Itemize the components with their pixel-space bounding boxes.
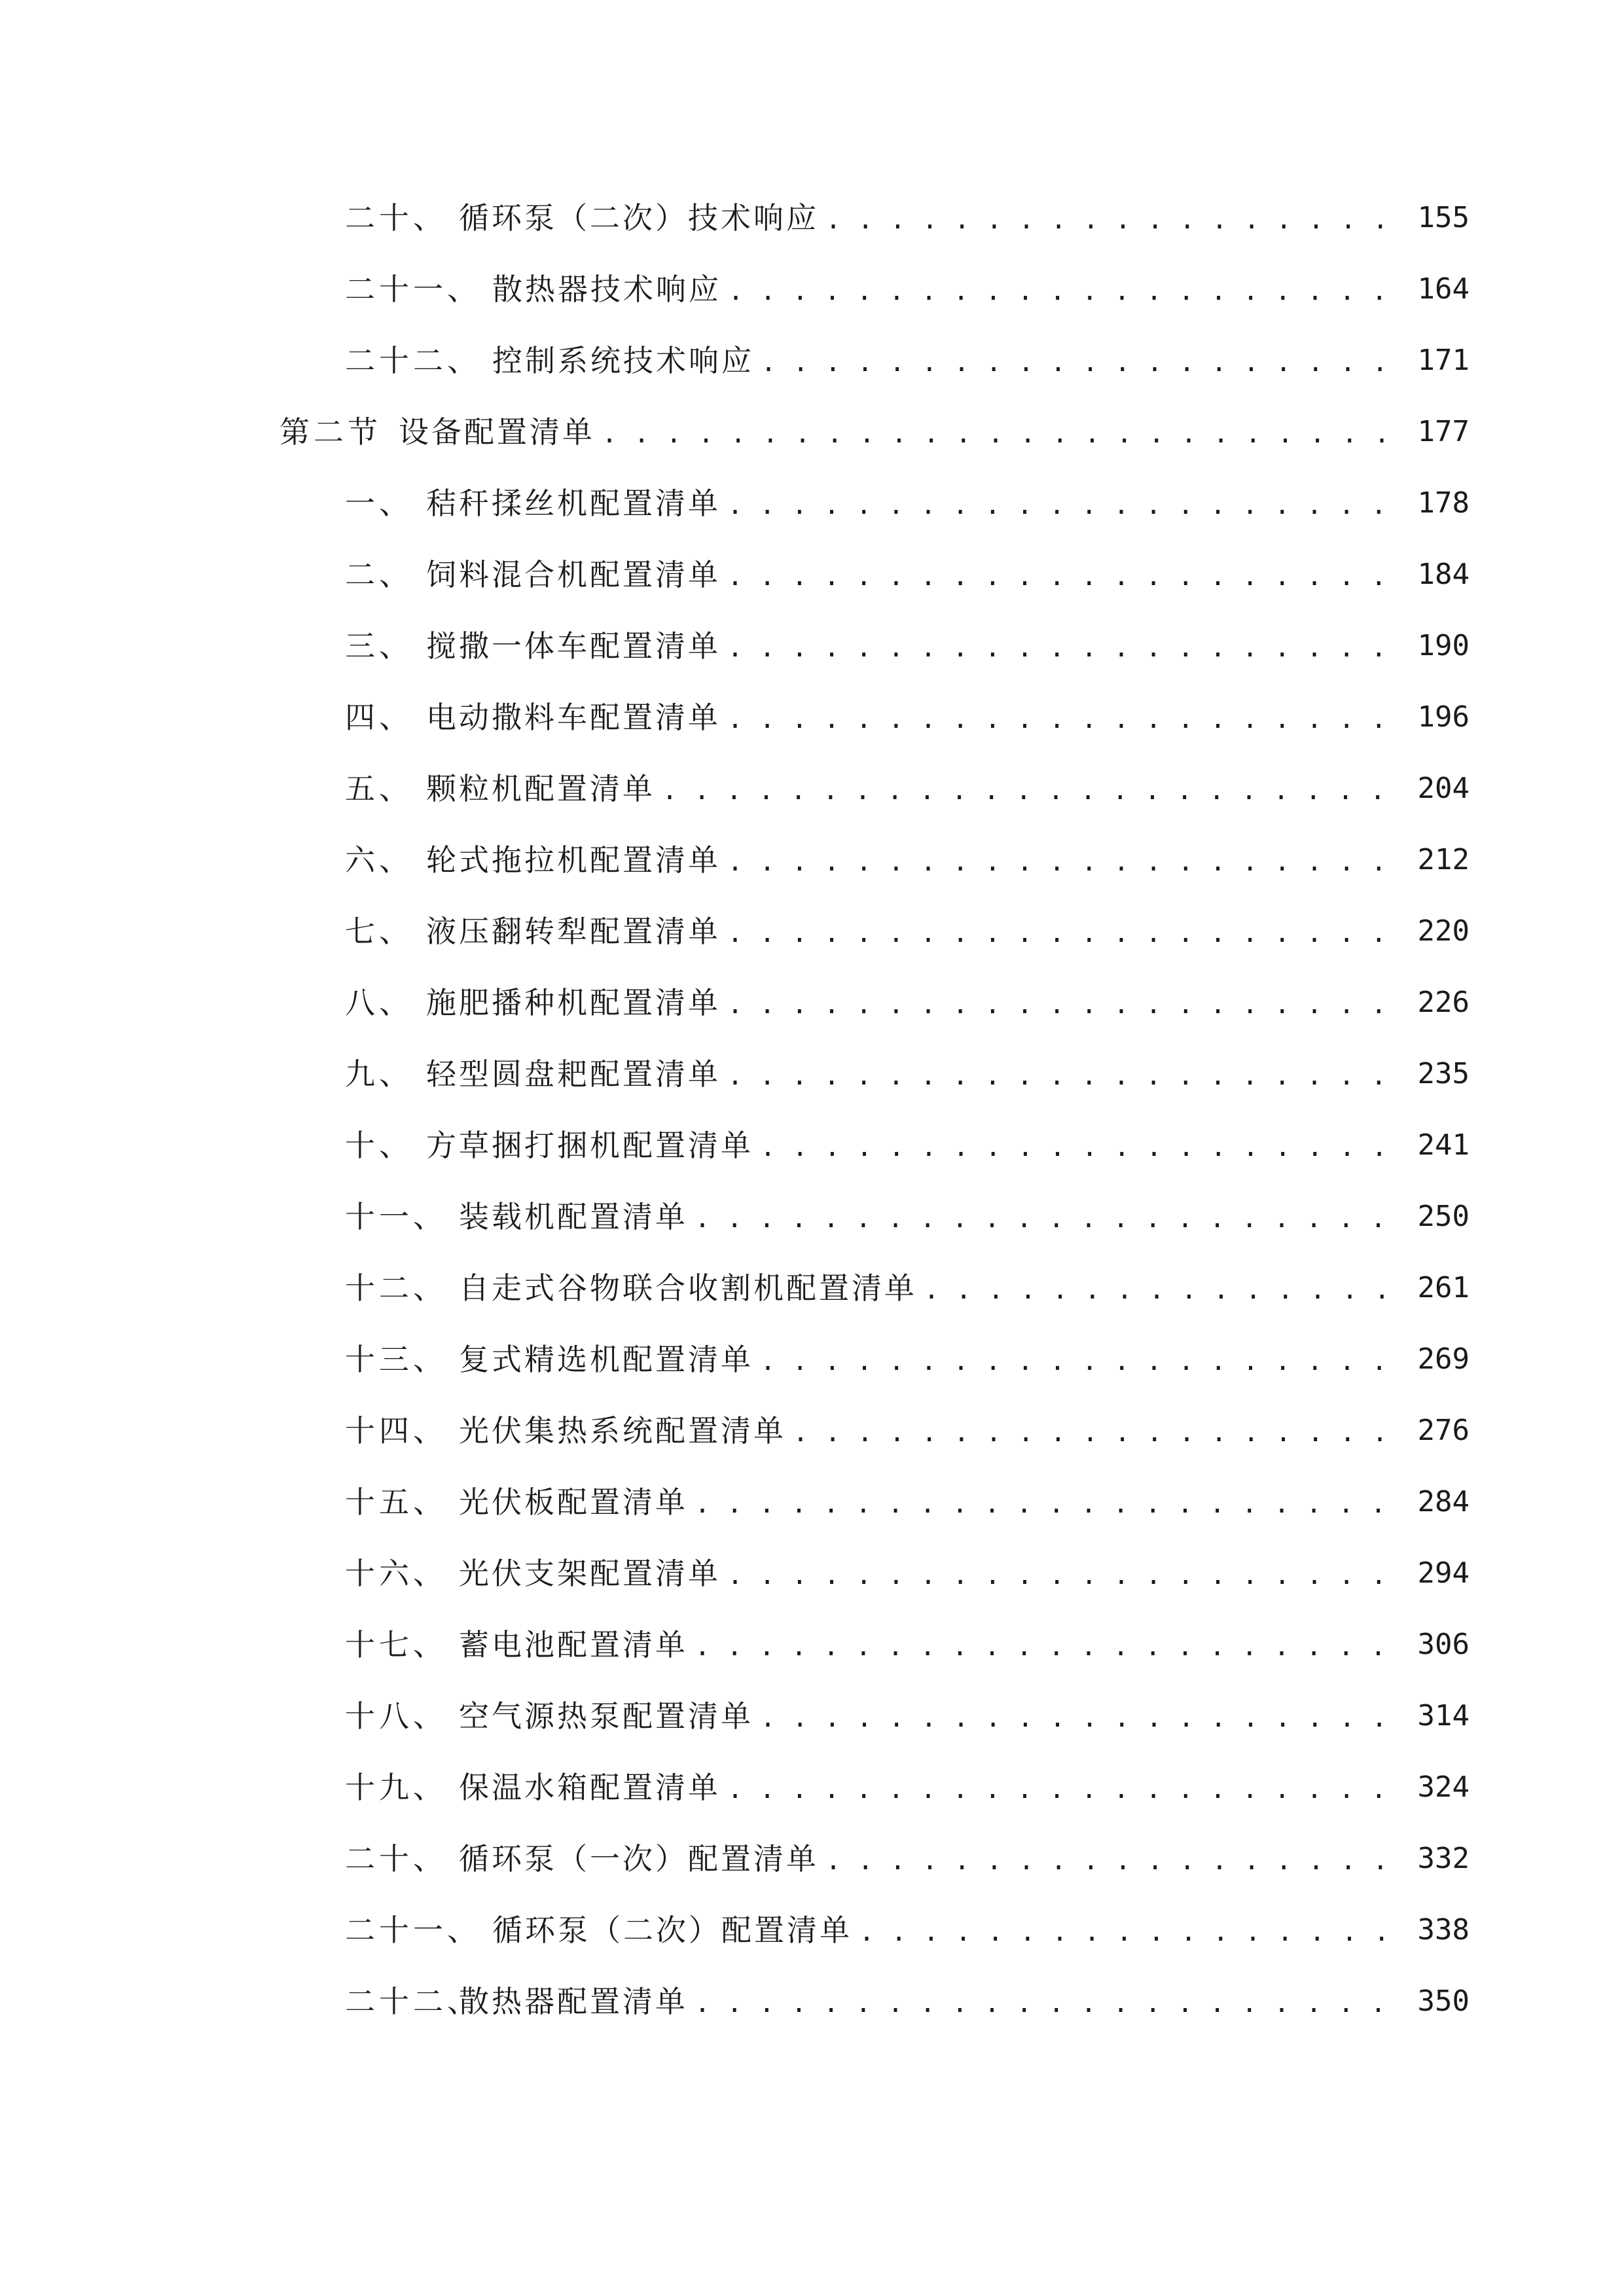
toc-entry-page: 155 [1417,201,1470,234]
dot-leader [695,1194,1405,1240]
toc-entry-title: 搅撒一体车配置清单 [426,628,721,664]
toc-entry-number: 六、 [345,842,413,878]
toc-entry[interactable] [345,1122,1470,1168]
toc-entry-page: 269 [1417,1342,1470,1376]
toc-entry-title: 循环泵（一次）配置清单 [459,1841,819,1876]
toc-entry-number: 五、 [345,771,413,806]
toc-section-title: 设备配置清单 [399,414,595,450]
toc-entry-title: 复式精选机配置清单 [459,1342,753,1377]
toc-entry[interactable] [345,1907,1470,1953]
toc-entry-page: 178 [1417,486,1470,520]
toc-entry-title: 轻型圆盘耙配置清单 [426,1056,721,1092]
toc-entry-page: 196 [1417,700,1470,734]
toc-entry[interactable] [345,195,1470,241]
toc-entry-page: 204 [1417,772,1470,805]
toc-entry-title: 光伏支架配置清单 [459,1556,721,1591]
toc-entry-page: 338 [1417,1913,1470,1946]
toc-entry[interactable] [345,1479,1470,1525]
toc-section-entry[interactable] [280,409,1470,455]
toc-entry[interactable] [345,266,1470,312]
toc-entry-number: 二十一、 [345,1912,481,1948]
dot-leader [695,1479,1405,1525]
toc-entry-title: 循环泵（二次）技术响应 [459,200,819,236]
toc-entry-number: 二十、 [345,200,447,236]
toc-entry-number: 二、 [345,557,413,592]
toc-entry-title: 循环泵（二次）配置清单 [492,1912,852,1948]
toc-entry-title: 保温水箱配置清单 [459,1770,721,1805]
toc-entry[interactable] [345,1265,1470,1311]
toc-entry-number: 十六、 [345,1556,447,1591]
toc-entry-number: 十四、 [345,1413,447,1448]
toc-entry-title: 空气源热泵配置清单 [459,1698,753,1734]
toc-entry-page: 184 [1417,558,1470,591]
toc-entry[interactable] [345,766,1470,812]
toc-entry-title: 电动撒料车配置清单 [426,700,721,735]
toc-entry-number: 一、 [345,486,413,521]
dot-leader [727,694,1405,740]
toc-entry[interactable] [345,908,1470,954]
dot-leader [924,1265,1405,1311]
dot-leader [859,1907,1405,1953]
toc-entry-page: 294 [1417,1556,1470,1590]
toc-entry[interactable] [345,1194,1470,1240]
toc-entry-number: 二十、 [345,1841,447,1876]
toc-entry-page: 212 [1417,843,1470,876]
toc-entry-number: 十九、 [345,1770,447,1805]
toc-entry[interactable] [345,338,1470,384]
toc-entry-number: 十、 [345,1128,413,1163]
toc-entry-title: 散热器技术响应 [492,272,721,307]
toc-entry[interactable] [345,1336,1470,1382]
toc-entry-title: 控制系统技术响应 [492,343,754,378]
dot-leader [760,1336,1405,1382]
toc-entry[interactable] [345,552,1470,598]
toc-entry[interactable] [345,480,1470,526]
toc-section-page: 177 [1417,415,1470,448]
toc-entry[interactable] [345,1765,1470,1810]
toc-entry[interactable] [345,980,1470,1026]
toc-entry-page: 190 [1417,629,1470,662]
toc-entry-page: 284 [1417,1485,1470,1518]
toc-entry-page: 250 [1417,1200,1470,1233]
dot-leader [727,1051,1405,1097]
toc-entry-number: 十三、 [345,1342,447,1377]
toc-entry[interactable] [345,694,1470,740]
toc-entry-title: 液压翻转犁配置清单 [426,914,721,949]
toc-section-number: 第二节 [280,414,382,450]
toc-entry[interactable] [345,1836,1470,1882]
toc-entry-page: 276 [1417,1414,1470,1447]
dot-leader [727,1765,1405,1810]
toc-entry-number: 十二、 [345,1270,447,1306]
toc-entry[interactable] [345,1051,1470,1097]
dot-leader [727,980,1405,1026]
toc-entry-number: 十七、 [345,1627,447,1662]
toc-entry-title: 秸秆揉丝机配置清单 [426,486,721,521]
toc-entry-page: 171 [1417,344,1470,377]
dot-leader [727,837,1405,883]
toc-entry-number: 二十二、 [345,343,481,378]
toc-entry-title: 蓄电池配置清单 [459,1627,688,1662]
dot-leader [727,480,1405,526]
toc-entry-number: 二十一、 [345,272,481,307]
toc-entry-number: 四、 [345,700,413,735]
toc-entry-page: 220 [1417,914,1470,948]
toc-entry-title: 自走式谷物联合收割机配置清单 [459,1270,917,1306]
toc-entry-number: 八、 [345,985,413,1020]
dot-leader [662,766,1405,812]
toc-entry[interactable] [345,623,1470,669]
toc-entry-title: 饲料混合机配置清单 [426,557,721,592]
toc-entry[interactable] [345,1979,1470,2024]
toc-entry-title: 散热器配置清单 [459,1984,688,2019]
dot-leader [727,552,1405,598]
toc-entry-title: 方草捆打捆机配置清单 [426,1128,753,1163]
toc-entry[interactable] [345,1408,1470,1454]
toc-entry[interactable] [345,1551,1470,1596]
dot-leader [761,338,1405,384]
dot-leader [727,623,1405,669]
toc-entry-title: 光伏板配置清单 [459,1484,688,1520]
toc-entry-number: 十五、 [345,1484,447,1520]
dot-leader [793,1408,1405,1454]
toc-entry-title: 轮式拖拉机配置清单 [426,842,721,878]
toc-entry[interactable] [345,1693,1470,1739]
dot-leader [728,266,1405,312]
toc-entry-page: 241 [1417,1128,1470,1162]
dot-leader [727,908,1405,954]
toc-entry-number: 三、 [345,628,413,664]
toc-entry-title: 颗粒机配置清单 [426,771,655,806]
toc-entry-number: 十一、 [345,1199,447,1234]
dot-leader [760,1122,1405,1168]
toc-entry-page: 235 [1417,1057,1470,1090]
dot-leader [727,1551,1405,1596]
toc-entry-page: 226 [1417,986,1470,1019]
toc-entry-page: 324 [1417,1770,1470,1804]
toc-entry-title: 装载机配置清单 [459,1199,688,1234]
dot-leader [760,1693,1405,1739]
toc-entry-title: 光伏集热系统配置清单 [459,1413,786,1448]
dot-leader [695,1622,1405,1668]
dot-leader [825,1836,1405,1882]
toc-entry-page: 261 [1417,1271,1470,1304]
toc-entry-number: 七、 [345,914,413,949]
toc-entry[interactable] [345,837,1470,883]
toc-entry-page: 306 [1417,1628,1470,1661]
toc-entry-number: 十八、 [345,1698,447,1734]
toc-entry-number: 二十二、 [345,1984,481,2019]
dot-leader [695,1979,1405,2024]
toc-entry-page: 350 [1417,1984,1470,2018]
toc-entry-page: 164 [1417,272,1470,306]
toc-entry-page: 314 [1417,1699,1470,1732]
toc-entry[interactable] [345,1622,1470,1668]
toc-entry-title: 施肥播种机配置清单 [426,985,721,1020]
dot-leader [825,195,1405,241]
toc-entry-number: 九、 [345,1056,413,1092]
dot-leader [602,409,1405,455]
toc-entry-page: 332 [1417,1842,1470,1875]
